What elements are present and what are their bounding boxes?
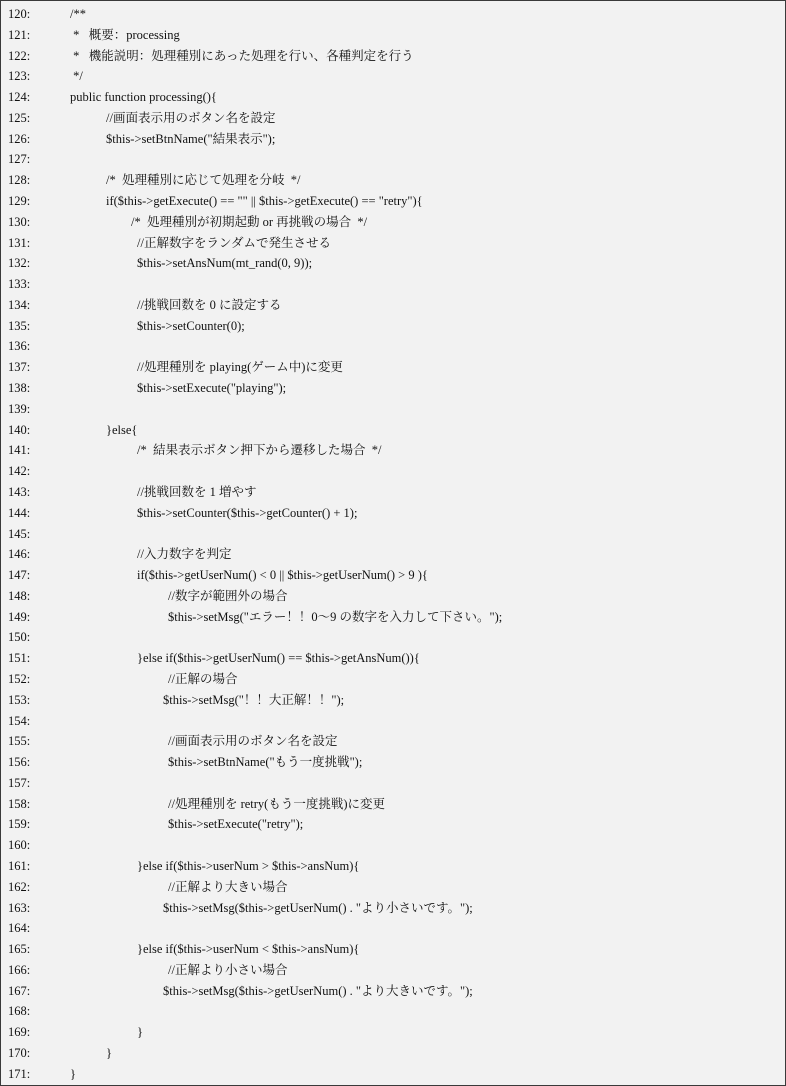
code-line bbox=[1, 877, 785, 898]
line-number: 124: bbox=[8, 90, 31, 105]
line-number: 148: bbox=[8, 588, 31, 603]
line-number: 160: bbox=[8, 838, 31, 853]
line-code: } bbox=[106, 1046, 112, 1060]
code-line bbox=[1, 918, 785, 939]
line-number: 127: bbox=[8, 152, 31, 167]
code-line bbox=[1, 503, 785, 524]
line-code: //数字が範囲外の場合 bbox=[168, 588, 288, 603]
code-line bbox=[1, 814, 785, 835]
line-code: /** bbox=[70, 7, 86, 21]
line-number: 158: bbox=[8, 796, 31, 811]
line-number: 140: bbox=[8, 422, 31, 437]
code-line bbox=[1, 108, 785, 129]
code-line bbox=[1, 357, 785, 378]
code-line bbox=[1, 981, 785, 1002]
line-number: 135: bbox=[8, 318, 31, 333]
line-code: } bbox=[137, 1025, 143, 1040]
line-code: //正解数字をランダムで発生させる bbox=[137, 235, 331, 250]
line-code: $this->setBtnName("結果表示"); bbox=[106, 131, 276, 146]
code-line bbox=[1, 1064, 785, 1085]
code-line bbox=[1, 835, 785, 856]
line-number: 131: bbox=[8, 235, 31, 250]
code-line bbox=[1, 607, 785, 628]
line-code: //画面表示用のボタン名を設定 bbox=[168, 734, 338, 749]
code-line bbox=[1, 711, 785, 732]
code-line bbox=[1, 565, 785, 586]
line-number: 147: bbox=[8, 568, 31, 583]
line-number: 161: bbox=[8, 858, 31, 873]
code-line bbox=[1, 87, 785, 108]
line-number: 121: bbox=[8, 27, 31, 42]
line-number: 154: bbox=[8, 713, 31, 728]
line-code: $this->setCounter($this->getCounter() + 1); bbox=[137, 505, 358, 520]
line-code: $this->setExecute("playing"); bbox=[137, 381, 287, 396]
line-number: 136: bbox=[8, 339, 31, 354]
line-number: 139: bbox=[8, 401, 31, 416]
code-line bbox=[1, 25, 785, 46]
code-line bbox=[1, 149, 785, 170]
line-code: }else if($this->userNum < $this->ansNum){ bbox=[137, 942, 360, 957]
line-number: 152: bbox=[8, 671, 31, 686]
code-line bbox=[1, 482, 785, 503]
line-number: 156: bbox=[8, 755, 31, 770]
line-code: }else{ bbox=[106, 422, 138, 437]
line-number: 138: bbox=[8, 381, 31, 396]
line-code: //処理種別を playing(ゲーム中)に変更 bbox=[137, 360, 343, 375]
line-code: * 概要：processing bbox=[70, 27, 180, 42]
line-number: 168: bbox=[8, 1004, 31, 1019]
line-number: 159: bbox=[8, 817, 31, 832]
line-number: 162: bbox=[8, 879, 31, 894]
line-number: 141: bbox=[8, 443, 31, 458]
code-line bbox=[1, 46, 785, 67]
code-line bbox=[1, 253, 785, 274]
code-line bbox=[1, 191, 785, 212]
line-number: 157: bbox=[8, 775, 31, 790]
line-number: 120: bbox=[8, 7, 31, 21]
line-number: 134: bbox=[8, 297, 31, 312]
code-line bbox=[1, 690, 785, 711]
code-line bbox=[1, 1001, 785, 1022]
line-code: //処理種別を retry(もう一度挑戦)に変更 bbox=[168, 796, 385, 811]
line-code: $this->setCounter(0); bbox=[137, 318, 245, 333]
code-line bbox=[1, 794, 785, 815]
code-line bbox=[1, 773, 785, 794]
line-code: /* 結果表示ボタン押下から遷移した場合 */ bbox=[137, 443, 382, 458]
code-line bbox=[1, 669, 785, 690]
line-code: $this->setAnsNum(mt_rand(0, 9)); bbox=[137, 256, 313, 271]
line-code: //挑戦回数を 1 増やす bbox=[137, 484, 257, 499]
code-line bbox=[1, 440, 785, 461]
line-code: public function processing(){ bbox=[70, 90, 217, 105]
line-number: 126: bbox=[8, 131, 31, 146]
code-line bbox=[1, 648, 785, 669]
line-number: 153: bbox=[8, 692, 31, 707]
line-code: */ bbox=[70, 69, 83, 84]
code-line bbox=[1, 960, 785, 981]
line-code: //挑戦回数を 0 に設定する bbox=[137, 297, 282, 312]
line-code: //正解の場合 bbox=[168, 671, 238, 686]
line-number: 122: bbox=[8, 48, 31, 63]
line-code: * 機能説明：処理種別にあった処理を行い、各種判定を行う bbox=[70, 48, 414, 63]
code-line bbox=[1, 129, 785, 150]
line-number: 144: bbox=[8, 505, 31, 520]
line-code: $this->setMsg("エラー！！0～9 の数字を入力して下さい。"); bbox=[168, 609, 503, 624]
line-number: 169: bbox=[8, 1025, 31, 1040]
line-number: 163: bbox=[8, 900, 31, 915]
code-line bbox=[1, 295, 785, 316]
line-number: 164: bbox=[8, 921, 31, 936]
line-number: 150: bbox=[8, 630, 31, 645]
code-line bbox=[1, 399, 785, 420]
line-code: $this->setExecute("retry"); bbox=[168, 817, 304, 832]
code-line bbox=[1, 4, 785, 25]
line-number: 128: bbox=[8, 173, 31, 188]
code-line bbox=[1, 66, 785, 87]
line-number: 132: bbox=[8, 256, 31, 271]
line-number: 145: bbox=[8, 526, 31, 541]
line-number: 170: bbox=[8, 1046, 31, 1060]
line-number: 165: bbox=[8, 942, 31, 957]
line-code: //入力数字を判定 bbox=[137, 547, 232, 562]
code-line bbox=[1, 752, 785, 773]
code-line bbox=[1, 544, 785, 565]
line-code: } bbox=[70, 1066, 76, 1081]
code-line bbox=[1, 586, 785, 607]
line-number: 151: bbox=[8, 651, 31, 666]
code-line bbox=[1, 336, 785, 357]
line-code: if($this->getUserNum() < 0 || $this->getUserNum() > 9 ){ bbox=[137, 568, 428, 583]
code-line bbox=[1, 420, 785, 441]
line-code: //画面表示用のボタン名を設定 bbox=[106, 110, 276, 125]
line-code: $this->setMsg($this->getUserNum() . "より小さいです。"); bbox=[163, 900, 473, 915]
line-code: }else if($this->getUserNum() == $this->getAnsNum()){ bbox=[137, 651, 420, 666]
code-line bbox=[1, 939, 785, 960]
line-code: $this->setMsg("！！大正解！！"); bbox=[163, 692, 345, 707]
code-line bbox=[1, 627, 785, 648]
line-number: 125: bbox=[8, 110, 31, 125]
code-line bbox=[1, 461, 785, 482]
code-line bbox=[1, 378, 785, 399]
line-number: 130: bbox=[8, 214, 31, 229]
line-number: 146: bbox=[8, 547, 31, 562]
line-code: /* 処理種別が初期起動 or 再挑戦の場合 */ bbox=[131, 214, 368, 229]
line-code: $this->setBtnName("もう一度挑戦"); bbox=[168, 755, 363, 770]
line-code: /* 処理種別に応じて処理を分岐 */ bbox=[106, 173, 301, 188]
code-line bbox=[1, 856, 785, 877]
line-number: 171: bbox=[8, 1066, 31, 1081]
line-number: 167: bbox=[8, 983, 31, 998]
line-number: 133: bbox=[8, 277, 31, 292]
line-code: }else if($this->userNum > $this->ansNum){ bbox=[137, 858, 360, 873]
line-code: if($this->getExecute() == "" || $this->getExecute() == "retry"){ bbox=[106, 194, 423, 209]
code-line bbox=[1, 212, 785, 233]
code-line bbox=[1, 316, 785, 337]
line-number: 123: bbox=[8, 69, 31, 84]
code-line bbox=[1, 170, 785, 191]
line-number: 166: bbox=[8, 962, 31, 977]
line-number: 129: bbox=[8, 194, 31, 209]
line-number: 137: bbox=[8, 360, 31, 375]
line-number: 142: bbox=[8, 464, 31, 479]
line-number: 149: bbox=[8, 609, 31, 624]
code-line bbox=[1, 233, 785, 254]
code-line bbox=[1, 524, 785, 545]
line-number: 155: bbox=[8, 734, 31, 749]
line-code: $this->setMsg($this->getUserNum() . "より大きいです。"); bbox=[163, 983, 473, 998]
line-code: //正解より小さい場合 bbox=[168, 962, 288, 977]
code-line bbox=[1, 1043, 785, 1064]
line-number: 143: bbox=[8, 484, 31, 499]
code-line bbox=[1, 274, 785, 295]
code-line bbox=[1, 1022, 785, 1043]
line-code: //正解より大きい場合 bbox=[168, 879, 288, 894]
code-line bbox=[1, 898, 785, 919]
code-line bbox=[1, 731, 785, 752]
